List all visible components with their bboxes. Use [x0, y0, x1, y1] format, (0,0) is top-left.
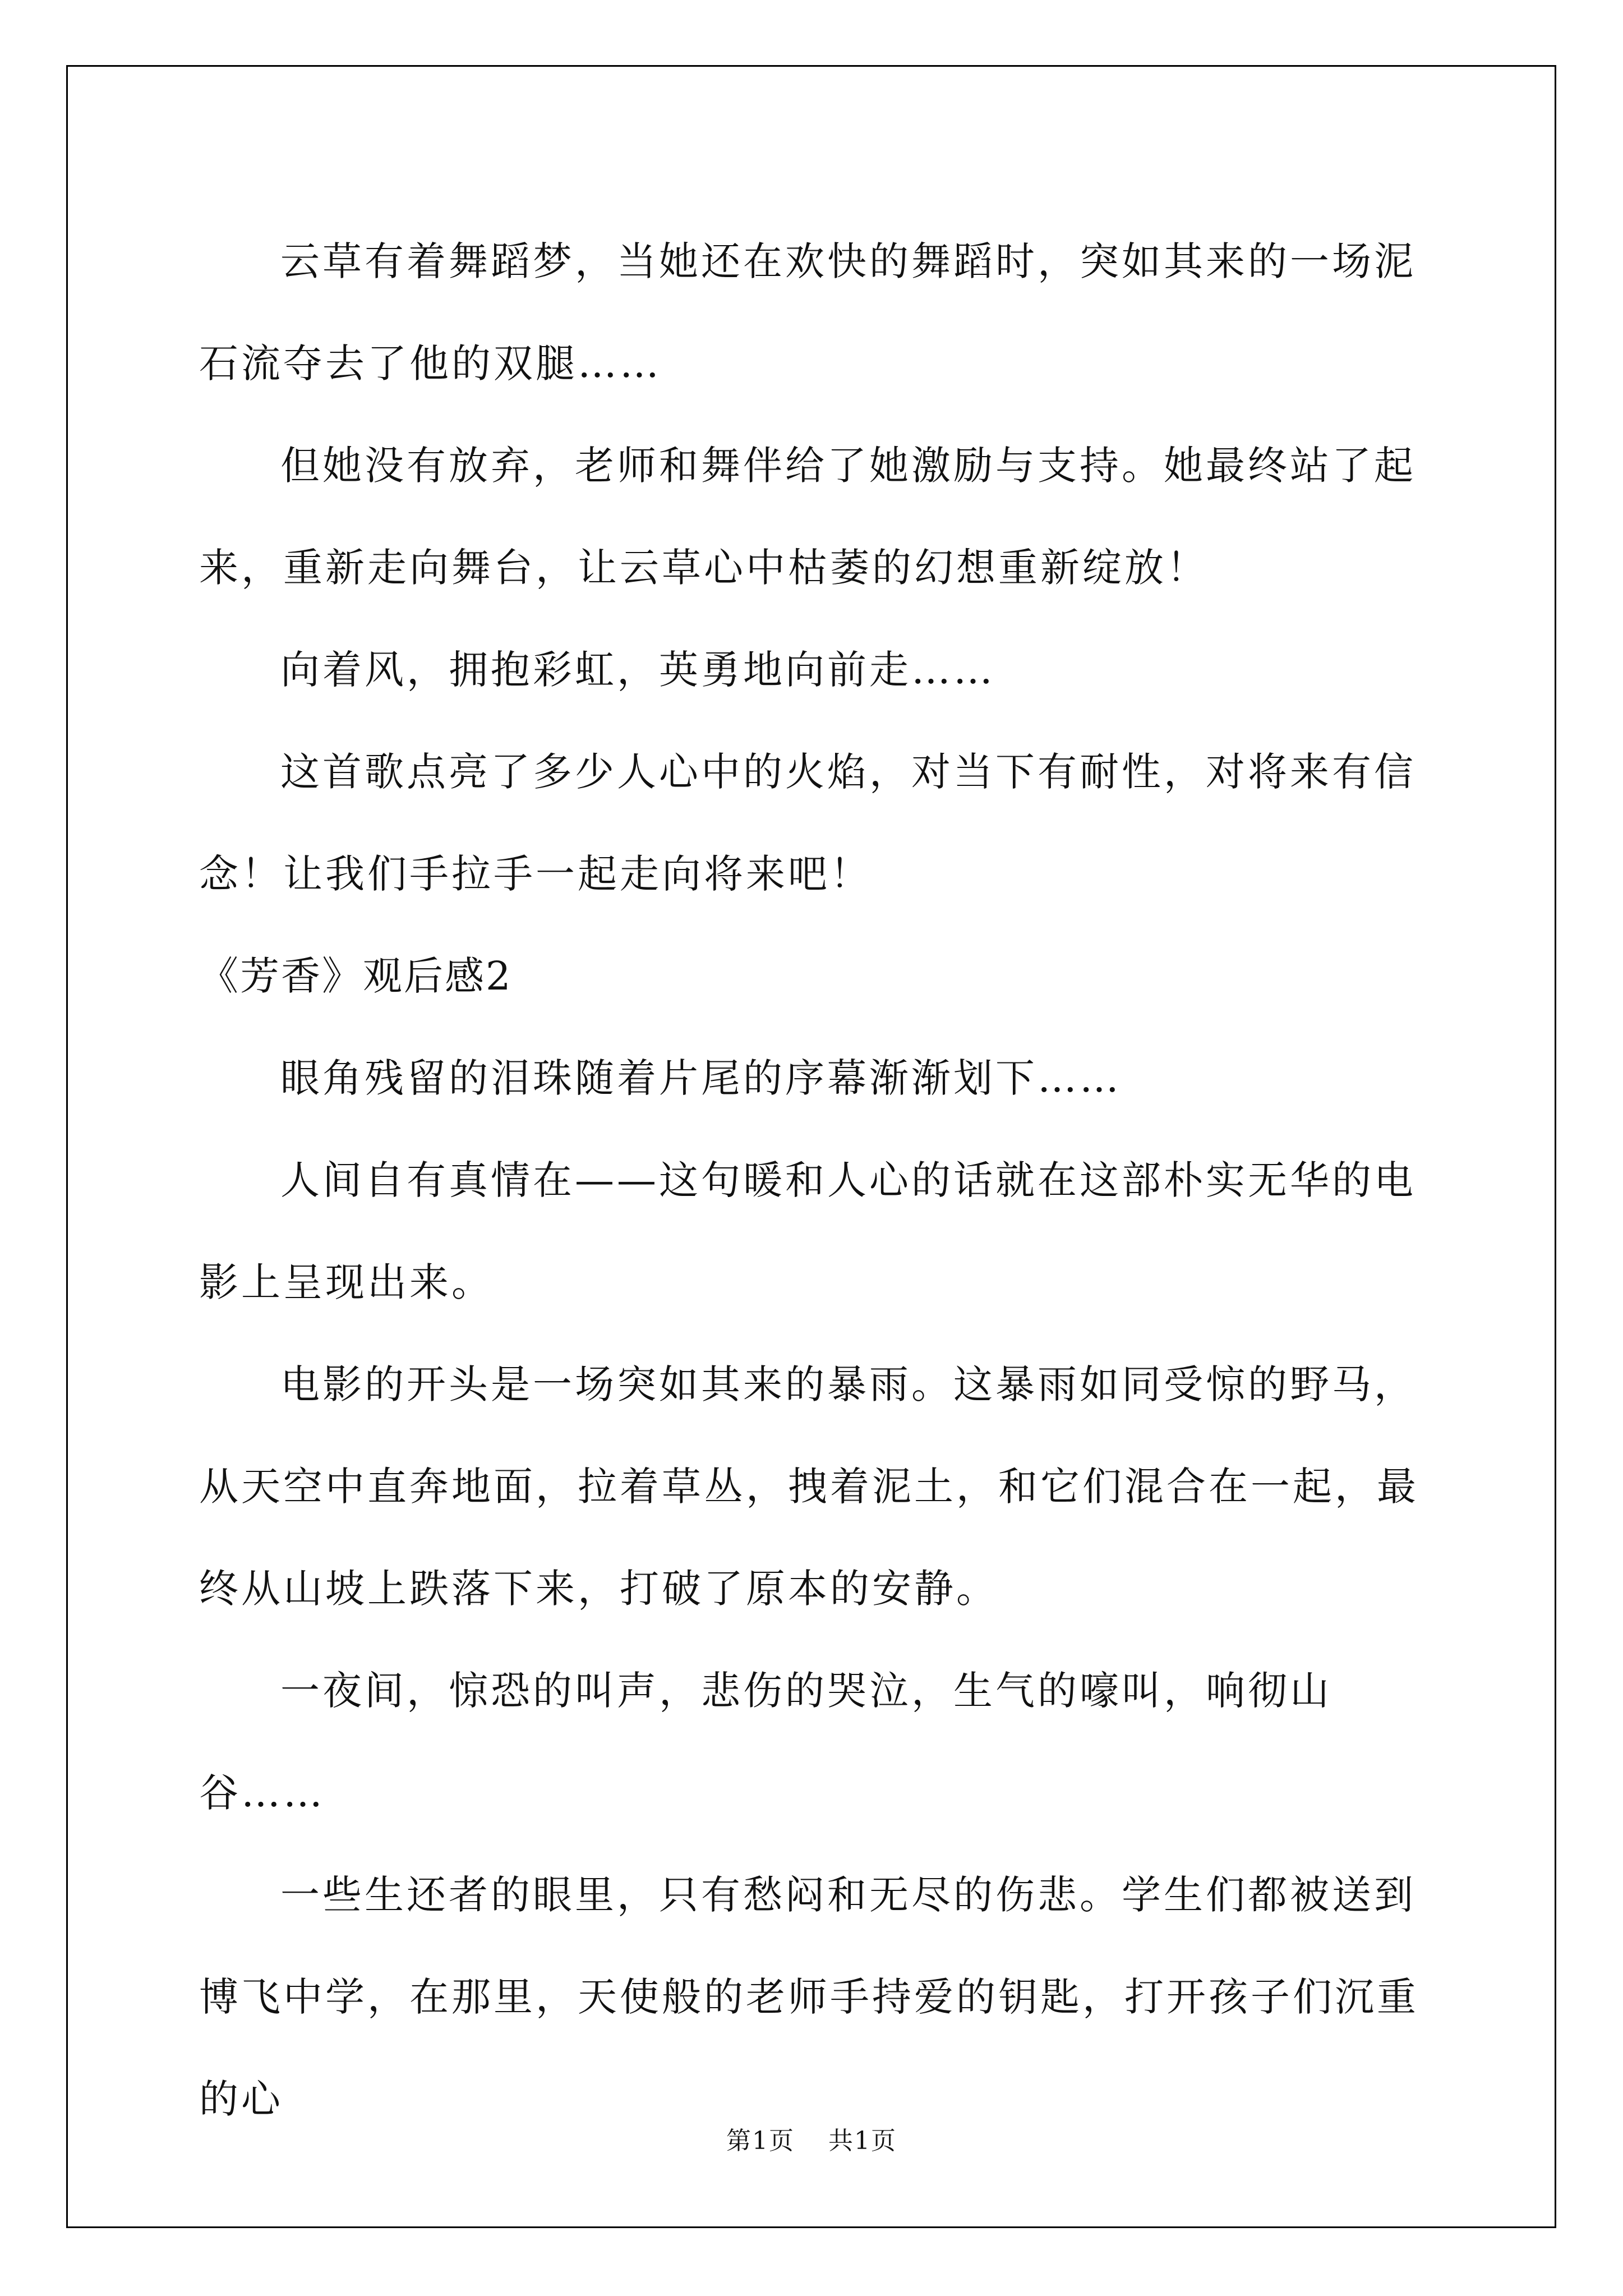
page-total: 共1页	[828, 2127, 897, 2155]
paragraph: 一夜间，惊恐的叫声，悲伤的哭泣，生气的嚎叫，响彻山谷……	[199, 1668, 1332, 1816]
paragraph: 一些生还者的眼里，只有愁闷和无尽的伤悲。学生们都被送到博飞中学，在那里，天使般的老师手持爱的钥匙，打开孩子们沉重的心	[199, 1872, 1419, 2122]
paragraph: 这首歌点亮了多少人心中的火焰，对当下有耐性，对将来有信念！让我们手拉手一起走向将来吧！	[199, 749, 1416, 897]
document-body	[199, 210, 1433, 2150]
page-footer	[0, 2120, 1623, 2156]
paragraph: 向着风，拥抱彩虹，英勇地向前走……	[280, 647, 995, 693]
paragraph: 但她没有放弃，老师和舞伴给了她激励与支持。她最终站了起来，重新走向舞台，让云草心中枯萎的幻想重新绽放！	[199, 443, 1416, 591]
paragraph: 云草有着舞蹈梦，当她还在欢快的舞蹈时，突如其来的一场泥石流夺去了他的双腿……	[199, 238, 1416, 386]
paragraph: 眼角残留的泪珠随着片尾的序幕渐渐划下……	[280, 1055, 1122, 1101]
paragraph: 电影的开头是一场突如其来的暴雨。这暴雨如同受惊的野马，从天空中直奔地面，拉着草丛，拽着泥土，和它们混合在一起，最终从山坡上跌落下来，打破了原本的安静。	[199, 1361, 1419, 1612]
paragraph: 人间自有真情在——这句暖和人心的话就在这部朴实无华的电影上呈现出来。	[199, 1157, 1416, 1305]
page-number: 第1页	[726, 2127, 795, 2155]
section-heading: 《芳香》观后感2	[199, 953, 513, 999]
